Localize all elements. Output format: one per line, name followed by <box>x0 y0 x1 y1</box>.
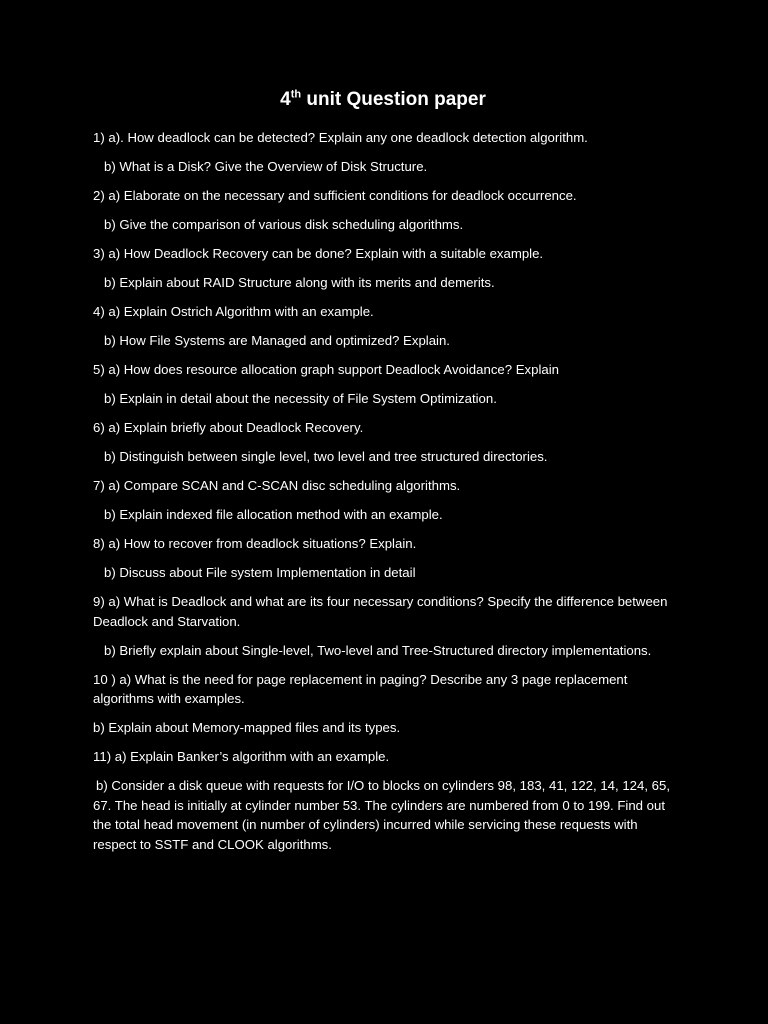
question-9a: 9) a) What is Deadlock and what are its four necessary conditions? Specify the difference between Deadlock and Starvation. <box>93 594 668 629</box>
question-2a: 2) a) Elaborate on the necessary and sufficient conditions for deadlock occurrence. <box>93 188 577 203</box>
title-text: unit Question paper <box>301 89 486 110</box>
question-4b: b) How File Systems are Managed and optimized? Explain. <box>104 333 450 348</box>
question-5b: b) Explain in detail about the necessity of File System Optimization. <box>104 391 497 406</box>
question-7a: 7) a) Compare SCAN and C-SCAN disc scheduling algorithms. <box>93 478 461 493</box>
question-10a: 10 ) a) What is the need for page replacement in paging? Describe any 3 page replacement algorithms with examples. <box>93 671 628 706</box>
question-6a: 6) a) Explain briefly about Deadlock Recovery. <box>93 420 364 435</box>
question-5a: 5) a) How does resource allocation graph support Deadlock Avoidance? Explain <box>93 362 559 377</box>
title-number: 4 <box>280 89 291 110</box>
question-8a: 8) a) How to recover from deadlock situations? Explain. <box>93 536 417 551</box>
question-3a: 3) a) How Deadlock Recovery can be done? Explain with a suitable example. <box>93 246 544 261</box>
question-1b: b) What is a Disk? Give the Overview of Disk Structure. <box>104 159 428 174</box>
question-11a: 11) a) Explain Banker’s algorithm with an example. <box>93 749 390 764</box>
question-6b: b) Distinguish between single level, two level and tree structured directories. <box>104 449 548 464</box>
question-11b: b) Consider a disk queue with requests for I/O to blocks on cylinders 98, 183, 41, 122, 14, 124, 65, 67. The head is initially at cylinder number 53. The cylinders are numbered from 0 to 199. Find out the total head movement (in number of cylinders) incurred while servicing these requests with respect to SSTF and CLOOK algorithms. <box>93 778 670 852</box>
page-title <box>93 86 673 114</box>
title-suffix: th <box>290 88 302 101</box>
question-8b: b) Discuss about File system Implementation in detail <box>104 565 416 580</box>
question-10b: b) Explain about Memory-mapped files and its types. <box>93 720 401 735</box>
question-7b: b) Explain indexed file allocation method with an example. <box>104 507 443 522</box>
question-2b: b) Give the comparison of various disk scheduling algorithms. <box>104 217 464 232</box>
question-3b: b) Explain about RAID Structure along with its merits and demerits. <box>104 275 495 290</box>
question-4a: 4) a) Explain Ostrich Algorithm with an example. <box>93 304 374 319</box>
question-1a: 1) a). How deadlock can be detected? Explain any one deadlock detection algorithm. <box>93 130 588 145</box>
question-paper <box>93 86 673 864</box>
question-9b: b) Briefly explain about Single-level, Two-level and Tree-Structured directory implementations. <box>104 642 652 658</box>
